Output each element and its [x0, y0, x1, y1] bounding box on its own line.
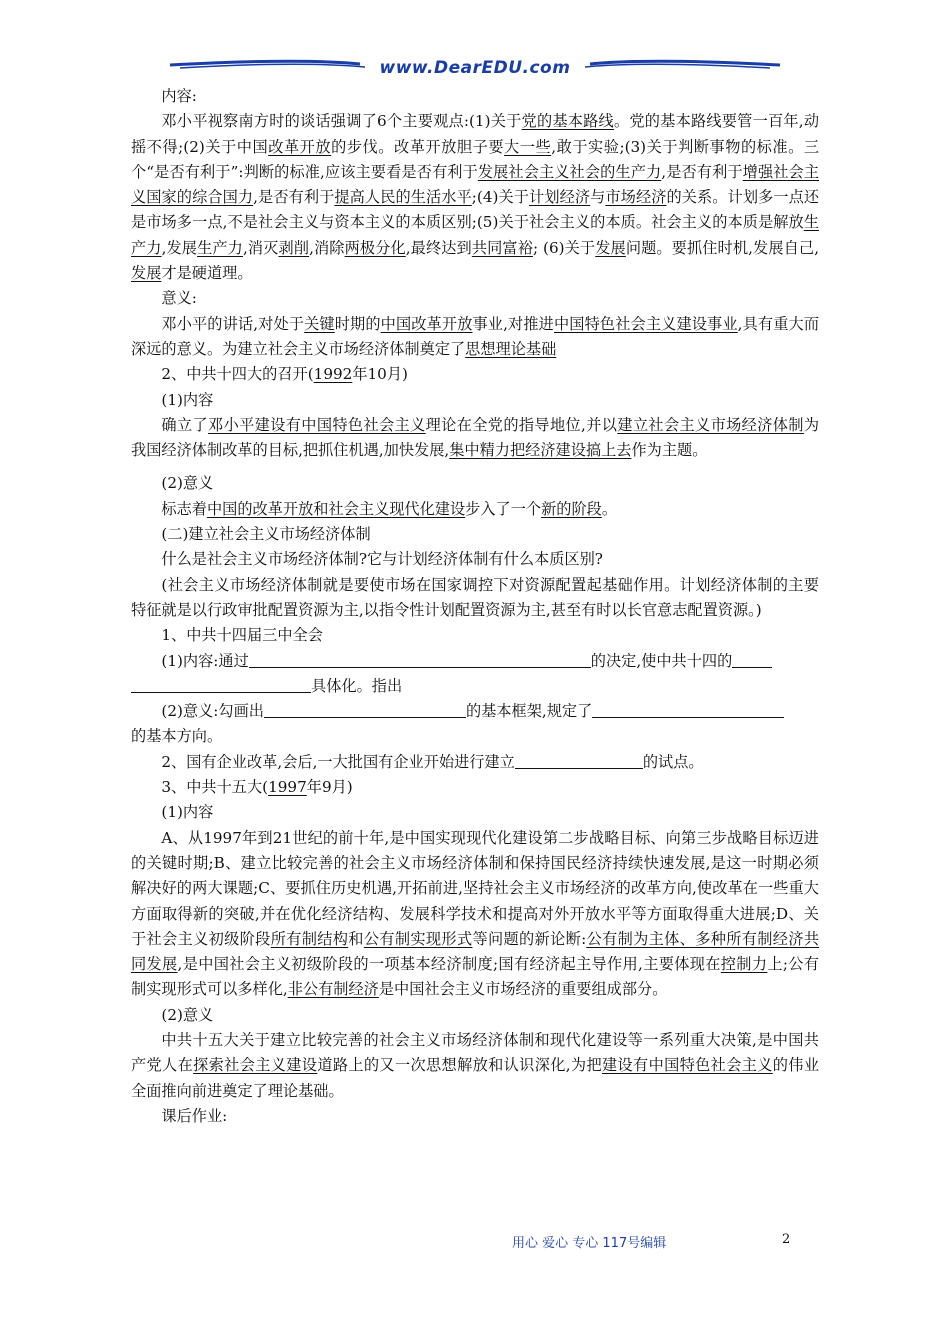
section-heading: 1、中共十四届三中全会 — [161, 626, 323, 645]
footer-text: 用心 爱心 专心 117号编辑 — [512, 1236, 667, 1251]
site-banner — [160, 56, 790, 86]
paragraph: 内容: — [161, 87, 197, 105]
paragraph: 意义: — [161, 289, 197, 308]
fill-in-paragraph: 2、国有企业改革,会后,一大批国有企业开始进行建立 的试点。 — [161, 752, 704, 771]
site-url[interactable]: www.DearEDU.com — [379, 58, 571, 78]
blank-field[interactable] — [131, 677, 311, 693]
paragraph: 课后作业: — [161, 1106, 228, 1125]
blank-field[interactable] — [249, 652, 591, 668]
paragraph: 邓小平的讲话,对处于关键时期的中国改革开放事业,对推进中国特色社会主义建设事业,具有重大而深远的意义。为建立社会主义市场经济体制奠定了思想理论基础 — [131, 314, 820, 358]
blank-field[interactable] — [264, 702, 466, 718]
page-number: 2 — [782, 1232, 791, 1247]
paragraph: 什么是社会主义市场经济体制?它与计划经济体制有什么本质区别? — [161, 550, 603, 569]
fill-in-paragraph: (2)意义:勾画出 的基本框架,规定了 的基本方向。 — [131, 699, 819, 750]
subheading: (1)内容 — [161, 390, 214, 409]
section-heading: 3、中共十五大(1997年9月) — [161, 778, 353, 797]
subheading: (2)意义 — [161, 1005, 214, 1024]
document-body — [131, 84, 819, 1129]
blank-field[interactable] — [592, 702, 784, 718]
paragraph: 标志着中国的改革开放和社会主义现代化建设步入了一个新的阶段。 — [161, 499, 618, 518]
paragraph: A、从1997年到21世纪的前十年,是中国实现现代化建设第二步战略目标、向第三步战略目标迈进的关键时期;B、建立比较完善的社会主义市场经济体制和保持国民经济持续快速发展,是这一时期必须解决好的两大课题;C、要抓住历史机遇,开拓前进,坚持社会主义市场经济的改革方向,使改革在一些重大方面取得新的突破,并在优化经济结构、发展科学技术和提高对外开放水平等方面取得重大进展;D、关于社会主义初级阶段所有制结构和公有制实现形式等问题的新论断:公有制为主体、多种所有制经济共同发展,是中国社会主义初级阶段的一项基本经济制度;国有经济起主导作用,主要体现在控制力上;公有制实现形式可以多样化,非公有制经济是中国社会主义市场经济的重要组成部分。 — [131, 828, 820, 999]
blank-field[interactable] — [515, 753, 643, 769]
paragraph: 邓小平视察南方时的谈话强调了6个主要观点:(1)关于党的基本路线。党的基本路线要管一百年,动摇不得;(2)关于中国改革开放的步伐。改革开放胆子要大一些,敢于实验;(3)关于判断事物的标准。三个“是否有利于”:判断的标准,应该主要看是否有利于发展社会主义社会的生产力,是否有利于增强社会主义国家的综合国力,是否有利于提高人民的生活水平;(4)关于计划经济与市场经济的关系。计划多一点还是市场多一点,不是社会主义与资本主义的本质区别;(5)关于社会主义的本质。社会主义的本质是解放生产力,发展生产力,消灭剥削,消除两极分化,最终达到共同富裕; (6)关于发展问题。要抓住时机,发展自己,发展才是硬道理。 — [131, 112, 820, 283]
paragraph: 中共十五大关于建立比较完善的社会主义市场经济体制和现代化建设等一系列重大决策,是中国共产党人在探索社会主义建设道路上的又一次思想解放和认识深化,为把建设有中国特色社会主义的伟业全面推向前进奠定了理论基础。 — [131, 1030, 820, 1100]
subheading: (2)意义 — [161, 474, 214, 493]
paragraph: 确立了邓小平建设有中国特色社会主义理论在全党的指导地位,并以建立社会主义市场经济体制为我国经济体制改革的目标,把抓住机遇,加快发展,集中精力把经济建设搞上去作为主题。 — [131, 415, 820, 460]
section-heading: 2、中共十四大的召开(1992年10月) — [161, 365, 408, 384]
paragraph: (社会主义市场经济体制就是要使市场在国家调控下对资源配置起基础作用。计划经济体制的主要特征就是以行政审批配置资源为主,以指令性计划配置资源为主,甚至有时以长官意志配置资源。) — [131, 575, 819, 619]
section-heading: (二)建立社会主义市场经济体制 — [161, 525, 371, 544]
fill-in-paragraph: (1)内容:通过 的决定,使中共十四的 具体化。指出 — [131, 649, 819, 700]
blank-field[interactable] — [732, 652, 772, 668]
subheading: (1)内容 — [161, 803, 214, 822]
